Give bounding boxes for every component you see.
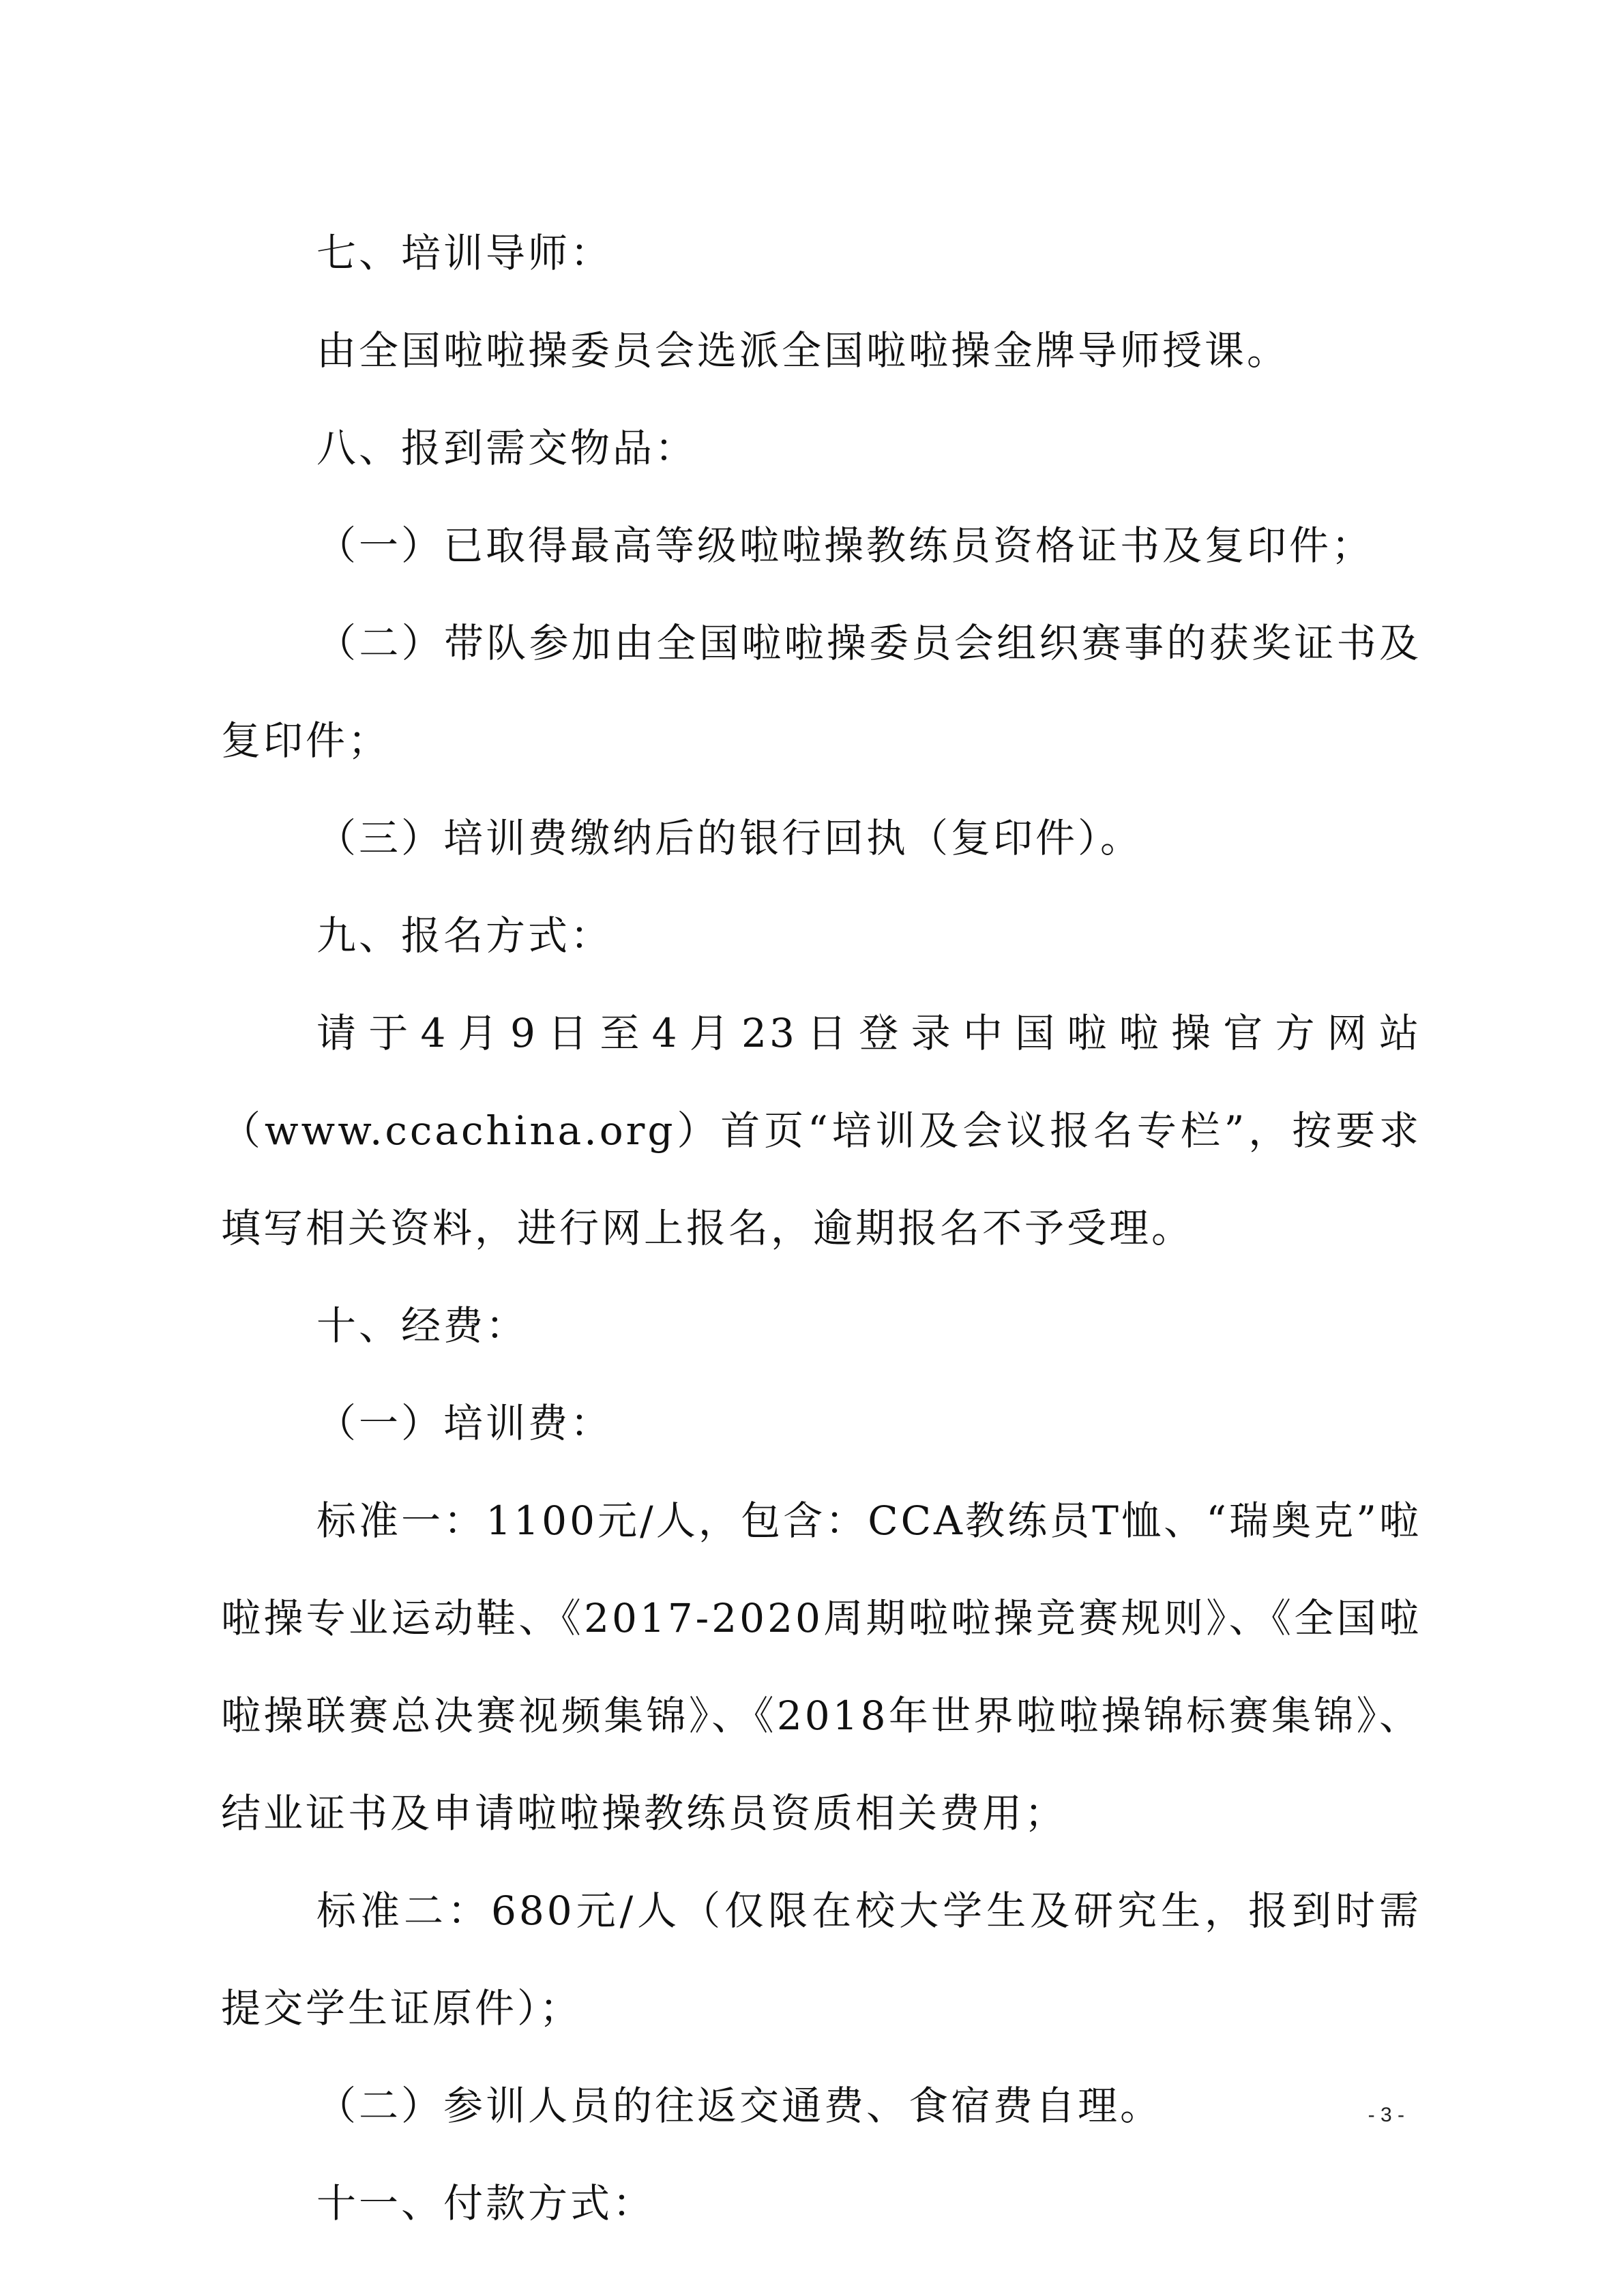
list-item-certificate: （一）已取得最高等级啦啦操教练员资格证书及复印件； <box>316 522 1374 569</box>
paragraph-fee-standard-two: 标准二：680元/人（仅限在校大学生及研究生，报到时需提交学生证原件）； <box>221 1888 1421 2031</box>
paragraph-instructors: 由全国啦啦操委员会选派全国啦啦操金牌导师授课。 <box>316 327 1290 374</box>
page-number: - 3 - <box>1368 2104 1404 2126</box>
paragraph-fee-standard-one: 标准一：1100元/人，包含：CCA教练员T恤、“瑞奥克”啦啦操专业运动鞋、《2017-2020周期啦啦操竞赛规则》、《全国啦啦操联赛总决赛视频集锦》、《2018年世界啦啦操锦标赛集锦》、结业证书及申请啦啦操教练员资质相关费用； <box>221 1497 1421 1836</box>
document-body <box>221 205 1421 2252</box>
section-heading-fees: 十、经费： <box>316 1302 529 1349</box>
list-item-award-certificate: （二）带队参加由全国啦啦操委员会组织赛事的获奖证书及复印件； <box>221 620 1421 764</box>
subsection-heading-training-fee: （一）培训费： <box>316 1400 613 1446</box>
section-heading-instructors: 七、培训导师： <box>316 230 613 276</box>
paragraph-travel-expenses: （二）参训人员的往返交通费、食宿费自理。 <box>316 2083 1163 2129</box>
paragraph-registration: 请于4月9日至4月23日登录中国啦啦操官方网站（www.ccachina.org）首页“培训及会议报名专栏”，按要求填写相关资料，进行网上报名，逾期报名不予受理。 <box>221 1010 1421 1251</box>
section-heading-payment: 十一、付款方式： <box>316 2180 655 2226</box>
list-item-bank-receipt: （三）培训费缴纳后的银行回执（复印件）。 <box>316 815 1143 861</box>
section-heading-registration: 九、报名方式： <box>316 912 613 959</box>
section-heading-materials: 八、报到需交物品： <box>316 425 698 471</box>
